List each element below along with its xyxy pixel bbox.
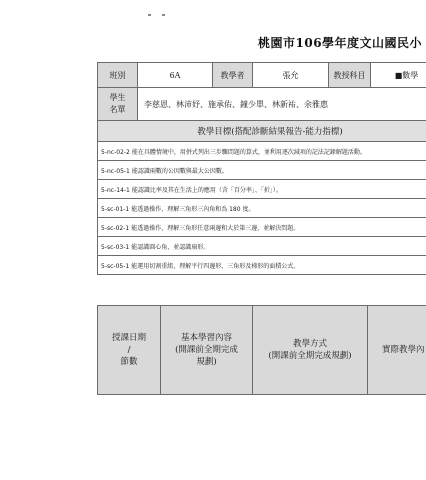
goal-code: 5-sc-01-1 (101, 205, 130, 213)
content-line2: (開課前全期完成 (175, 345, 238, 355)
goal-row (98, 161, 426, 180)
goal-text: 能認識圓心角，並認識扇形。 (131, 243, 210, 251)
student-label-line2: 名單 (109, 105, 126, 114)
method-line2: (開課前全期完成規劃) (268, 351, 352, 361)
subject-value: ■數學 (371, 63, 426, 88)
basic-content-header (161, 306, 253, 395)
lesson-plan-table (97, 305, 426, 395)
teacher-value: 張允 (253, 63, 329, 88)
goal-code: 5-sc-02-1 (101, 224, 130, 232)
actual-content-header: 實際教學內 (368, 306, 426, 395)
goal-code: 5-sc-05-1 (101, 262, 130, 270)
goal-item (98, 142, 426, 161)
goal-item (98, 199, 426, 218)
goal-row (98, 142, 426, 161)
teaching-date-header (98, 306, 161, 395)
goal-row (98, 237, 426, 256)
teacher-label: 教學者 (213, 63, 253, 88)
goal-item (98, 256, 426, 275)
goal-text: 能認識比率及其在生活上的應用（含「百分率」、「折」）。 (131, 186, 282, 194)
document-title: 桃園市106學年度文山國民小 (258, 36, 423, 50)
method-line1: 教學方式 (292, 339, 327, 349)
goal-text: 能透過操作，理解三角形任意兩邊和大於第三邊，並解決問題。 (131, 224, 300, 232)
student-list-label (98, 88, 138, 121)
goal-row (98, 199, 426, 218)
teaching-method-header (253, 306, 368, 395)
goal-code: 5-nc-02-2 (101, 148, 130, 156)
goal-text: 能透過操作，理解三角形三內角和為 180 度。 (131, 205, 255, 213)
date-line1: 授課日期 (111, 333, 146, 343)
class-info-row (98, 63, 426, 88)
date-line3: 節數 (120, 357, 138, 367)
goal-row (98, 180, 426, 199)
student-row (98, 88, 426, 121)
goal-code: 5-nc-14-1 (101, 186, 130, 194)
content-line3: 規劃) (196, 357, 217, 367)
goal-item (98, 180, 426, 199)
goals-heading: 教學目標(搭配診斷結果報告-能力指標) (98, 121, 426, 142)
goal-item (98, 237, 426, 256)
scan-speck (162, 14, 165, 16)
goals-heading-row (98, 121, 426, 142)
date-line2: / (127, 345, 131, 355)
scan-speck (148, 14, 151, 16)
goal-item (98, 161, 426, 180)
goal-text: 能認識兩數的公因數與最大公因數。 (131, 167, 228, 175)
goal-item (98, 218, 426, 237)
student-label-line1: 學生 (109, 93, 126, 102)
goal-code: 5-nc-05-1 (101, 167, 130, 175)
content-line1: 基本學習內容 (180, 333, 232, 343)
goal-row (98, 218, 426, 237)
goal-row (98, 256, 426, 275)
plan-header-row (98, 306, 426, 395)
class-label: 班別 (98, 63, 138, 88)
goal-code: 5-sc-03-1 (101, 243, 130, 251)
goal-text: 能在具體情境中，用併式列出三步驟問題的算式，並利用逐次減項的記法記錄解題活動。 (131, 148, 366, 156)
subject-label: 教授科目 (329, 63, 371, 88)
class-value: 6A (138, 63, 213, 88)
student-names: 李慈恩、林沛妤、施承佑、鐘少單、林新祐、余雅惠 (138, 88, 426, 121)
class-info-table (97, 62, 426, 275)
goal-text: 能運用切割重組，理解平行四邊形、三角形及梯形的面積公式。 (131, 262, 300, 270)
